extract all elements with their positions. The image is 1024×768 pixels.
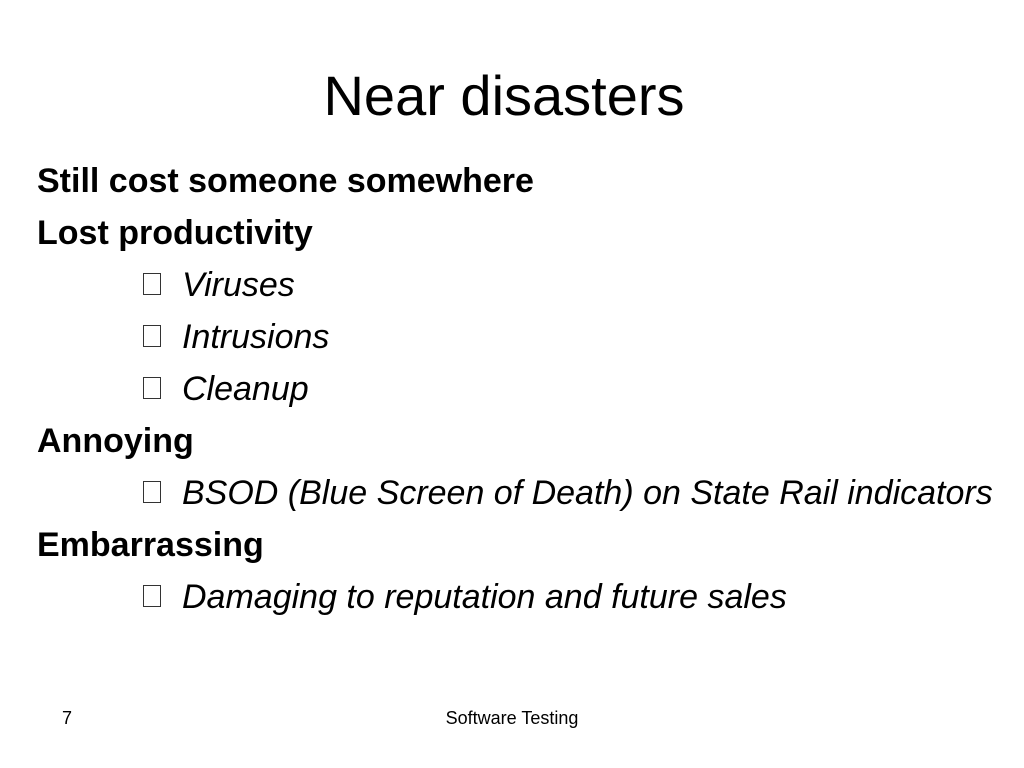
sub-bullet-bsod [37,467,997,519]
bullet-annoying: Annoying [37,422,194,460]
sub-bullet-viruses [37,259,997,311]
sub-bullet-text: Intrusions [182,318,330,356]
sub-bullet-text: BSOD (Blue Screen of Death) on State Rail indicators [182,474,993,512]
sub-bullet-text: Damaging to reputation and future sales [182,578,787,616]
sub-bullet-text: Cleanup [182,370,309,408]
square-bullet-icon [143,377,161,399]
square-bullet-icon [143,585,161,607]
square-bullet-icon [143,325,161,347]
square-bullet-icon [143,273,161,295]
sub-bullet-text: Viruses [182,266,295,304]
footer-text: Software Testing [445,708,579,728]
bullet-still-cost: Still cost someone somewhere [37,162,534,200]
bullet-lost-productivity: Lost productivity [37,214,313,252]
slide-body [37,155,997,623]
sub-bullet-intrusions [37,311,997,363]
square-bullet-icon [143,481,161,503]
slide-title: Near disasters [323,64,685,127]
sub-bullet-reputation [37,571,997,623]
bullet-embarrassing: Embarrassing [37,526,264,564]
sub-bullet-cleanup [37,363,997,415]
slide-number: 7 [62,708,73,728]
